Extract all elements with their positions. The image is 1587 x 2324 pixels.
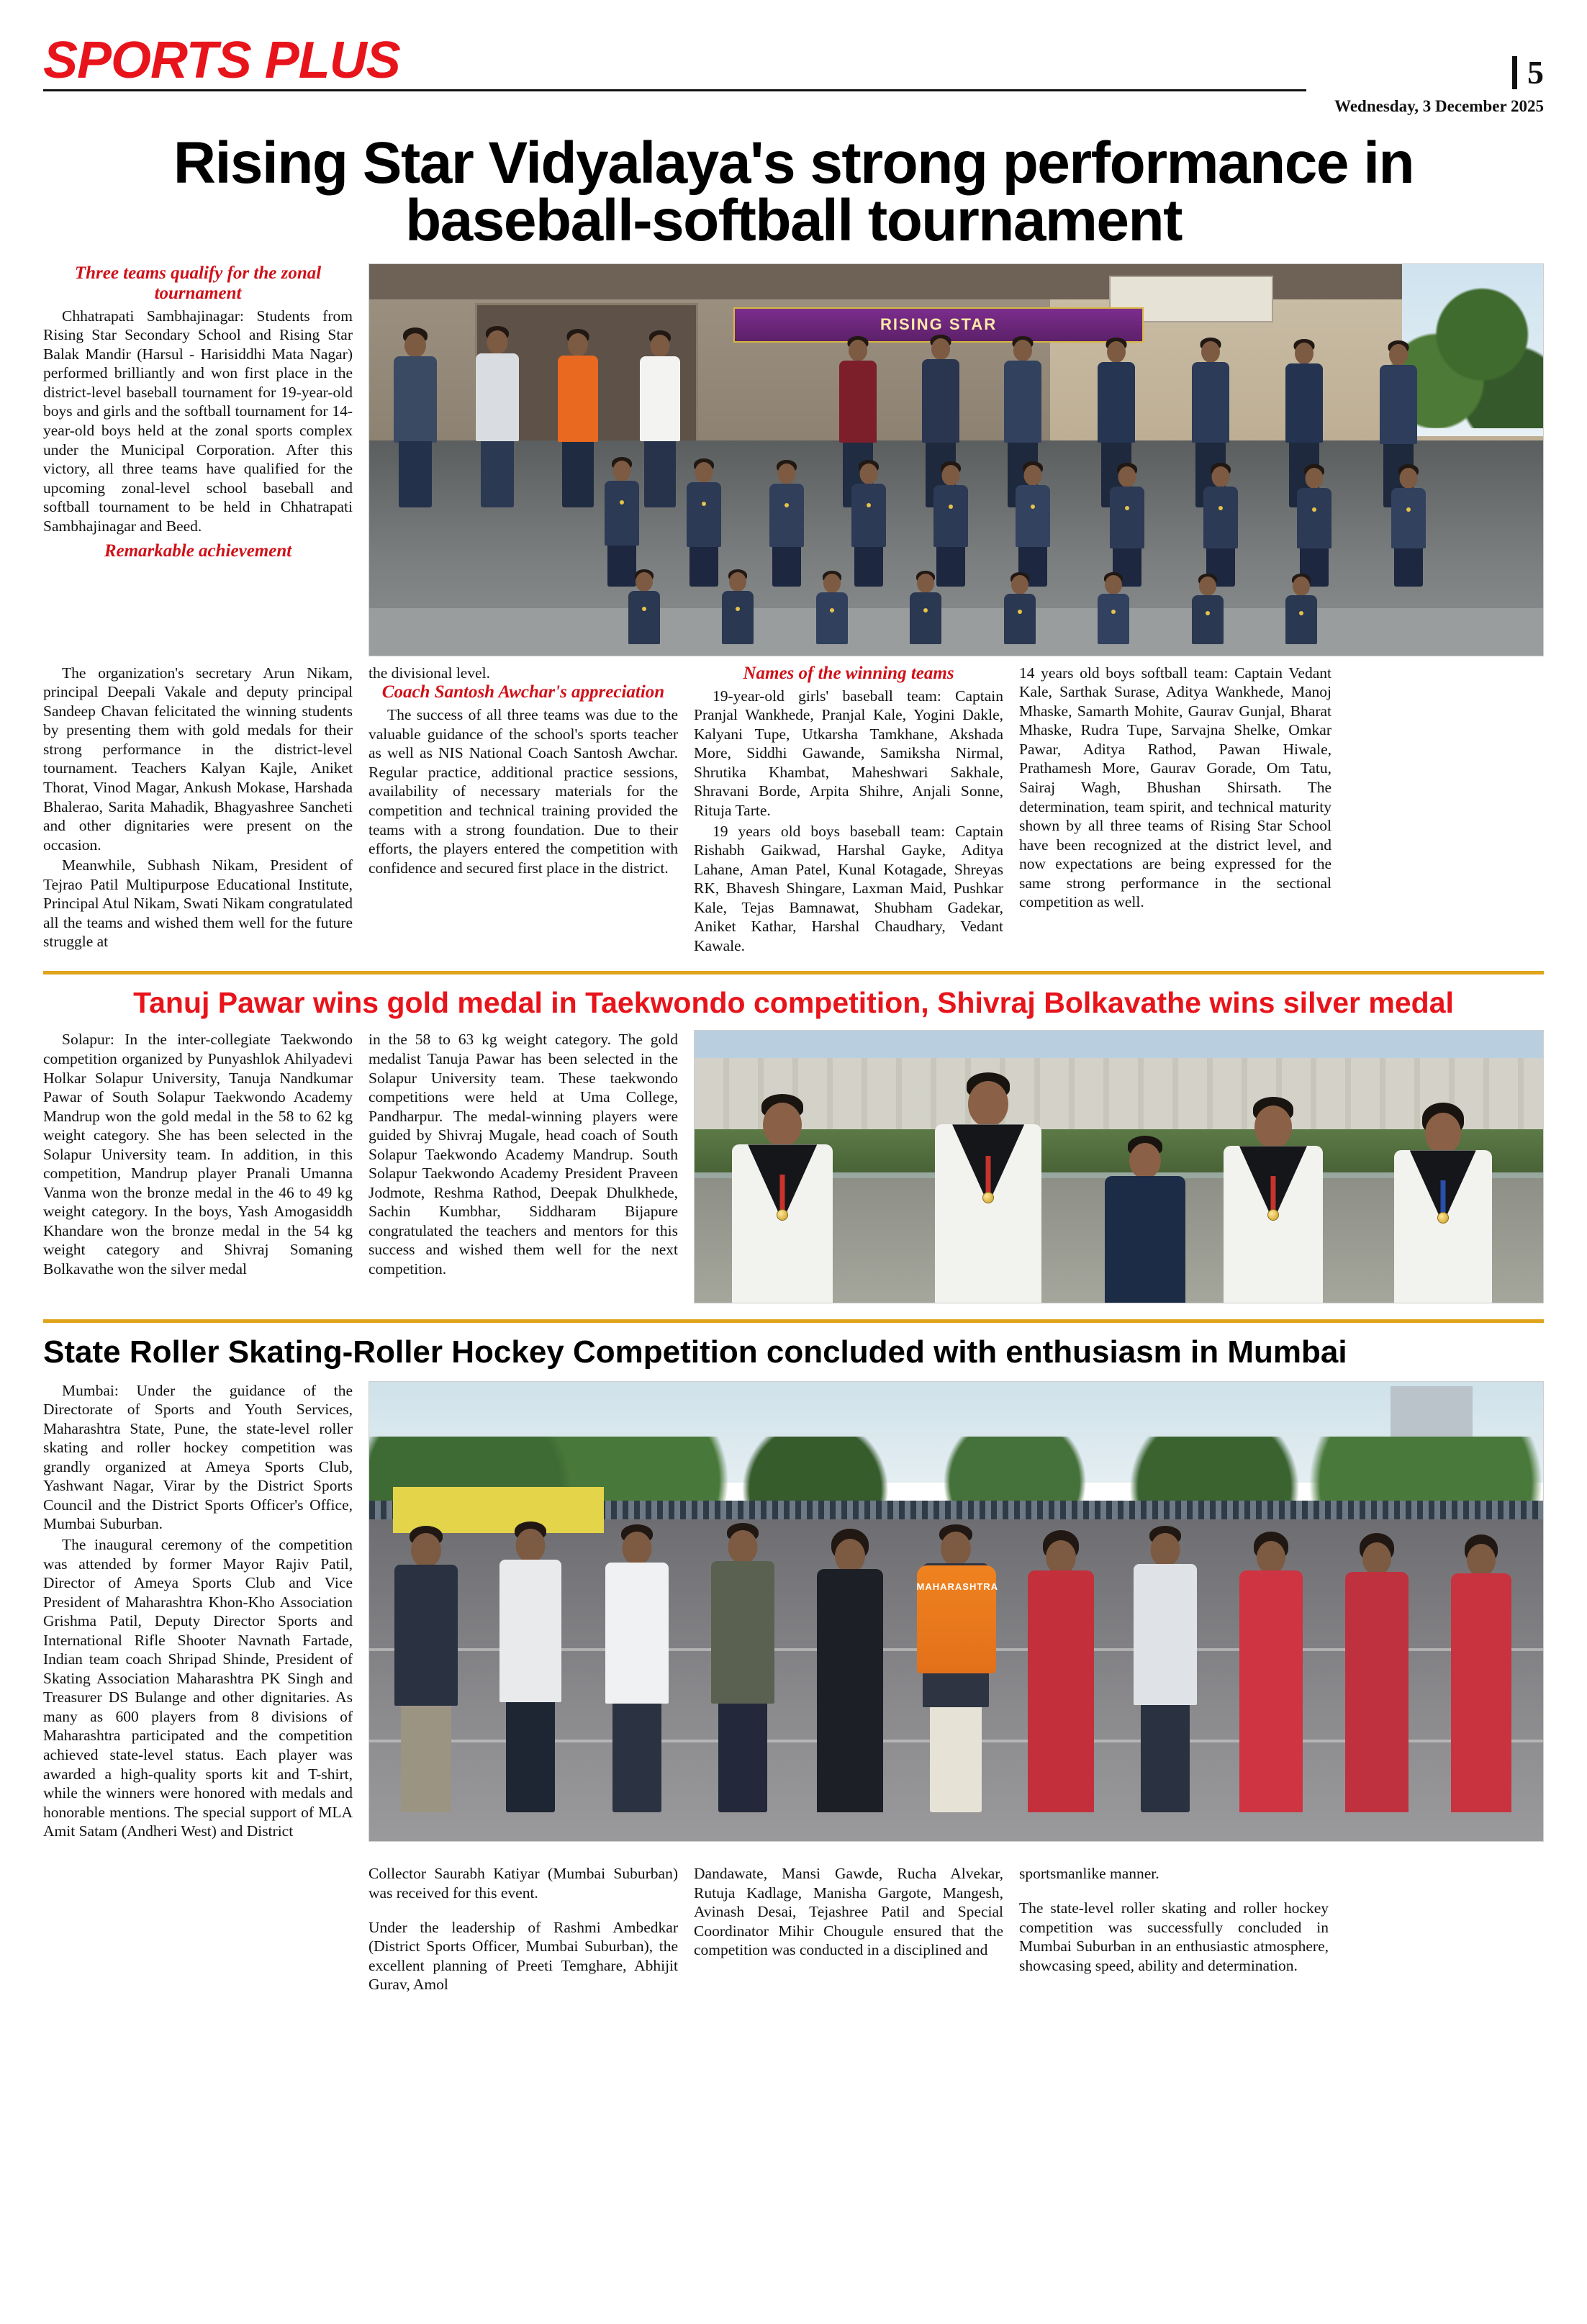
story1-top-block: [43, 263, 1544, 656]
story3-column-1: [43, 1381, 353, 2010]
story2-block: [43, 1030, 1544, 1303]
story1-column-a: [43, 664, 353, 956]
story2-headline: Tanuj Pawar wins gold medal in Taekwondo competition, Shivraj Bolkavathe wins silver medal: [133, 986, 1454, 1020]
story1-column-d: [1019, 664, 1331, 956]
story1-photo-group-teams: [369, 263, 1544, 656]
story1-body-1: Chhatrapati Sambhajinagar: Students from Rising Star Secondary School and Rising Star Balak Mandir (Harsul - Harisiddhi Mata Nagar) performed brilliantly and won first place in the district-level baseball tournament for 19-year-old boys and girls and the softball tournament for 14-year-old boys held at the zonal sports complex under the Municipal Corporation. After this victory, all three teams have qualified for the upcoming zonal-level school baseball and softball tournament to be held in Chhatrapati Sambhajinagar and Beed.: [43, 307, 353, 535]
story1-body-3-lead: the divisional level.: [369, 664, 490, 682]
story3-body-1: Mumbai: Under the guidance of the Directorate of Sports and Youth Services, Maharashtra State, Pune, the state-level roller skating and roller hockey competition was grandly organized at Ameya Sports Club, Yashwant Nagar, Virar by the District Sports Council and the District Sports Officer's Office, Mumbai Suburban. The inaugural ceremony of the competition was attended by former Mayor Rajiv Patil, Director of Ameya Sports Club and Vice President of Maharashtra Khon-Kho Association Grishma Patil, Deputy Director Sports and International Rifle Shooter Navnath Fartade, Indian team coach Shripad Shinde, President of Skating Association Maharashtra PK Singh and Treasurer DS Bulange and other dignitaries. As many as 600 players from 8 divisions of Maharashtra participated and the competition achieved state-level status. Each player was awarded a high-quality sports kit and T-shirt, while the winners were honored with medals and honorable mentions. The special support of MLA Amit Satam (Andheri West) and District: [43, 1381, 353, 1840]
section-divider-1: [43, 971, 1544, 975]
page-number-bar-icon: [1512, 56, 1517, 89]
story1-headline: Rising Star Vidyalaya's strong performance in baseball-softball tournament: [173, 130, 1414, 254]
photo-jersey-text: MAHARASHTRA: [916, 1581, 999, 1592]
story1-body-4: The success of all three teams was due to the valuable guidance of the school's sports teacher as well as NIS National Coach Santosh Awchar. Regular practice, additional practice sessions, availability of necessary materials for the competition and technical training provided the teams with a strong foundation. Due to their efforts, the players entered the competition with confidence and secured first place in the district.: [369, 706, 678, 877]
masthead: [43, 32, 1544, 91]
story1-body-5: 19-year-old girls' baseball team: Captain Pranjal Wankhede, Pranjal Kale, Yogini Dakle, Kalyani Tupe, Utkarsha Tamkhane, Akshada More, Siddhi Gawande, Samiksha Nirmal, Shrutika Khambat, Maheshwari Sakhale, Shravani Borde, Arpita Shihre, Anjali Sonne, Rituja Tarte. 19 years old boys baseball team: Captain Rishabh Gaikwad, Harshal Gayke, Aditya Lahane, Aman Patel, Kunal Kotagade, Shreyas RK, Bhavesh Shingare, Laxman Maid, Pushkar Kale, Tejas Bamnawat, Shubham Gadekar, Aniket Kathar, Harshal Chaudhary, Vedant Kawale.: [694, 687, 1003, 954]
story1-column-b: [369, 664, 678, 956]
photo-jersey: [916, 1565, 999, 1673]
story1-body-7: 14 years old boys softball team: Captain Vedant Kale, Sarthak Surase, Aditya Wankhede, Manoj Mhaske, Samarth Mohite, Gaurav Gunjal, Bharat Mhaske, Rudra Tupe, Sarvajna Shelke, Omkar Pawar, Aditya Rathod, Pawan Hiwale, Prathamesh More, Gaurav Gorade, Om Tatu, Sairaj Wagh, Bhushan Shirsath. The determination, team spirit, and technical maturity shown by all three teams of Rising Star School have been recognized at the district level, and now expectations are being expressed for the same strong performance in the sectional competition as well.: [1019, 664, 1331, 911]
story1-column-c: [694, 664, 1003, 956]
story3-body-4: Dandawate, Mansi Gawde, Rucha Alvekar, Rutuja Kadlage, Manisha Gargote, Mangesh, Avinash Desai, Tejashree Patil and Special Coordinator Mihir Chougule ensured that the competition was conducted in a disciplined and: [694, 1865, 1003, 1959]
story1-subhead-4: Names of the winning teams: [743, 663, 954, 683]
story2-column-1: [43, 1030, 353, 1303]
story2-body-2: in the 58 to 63 kg weight category. The gold medalist Tanuja Pawar has been selected in the Solapur University team. These taekwondo competitions were held at Uma College, Pandharpur. The medal-winning players were guided by Shivraj Mugale, head coach of South Solapur Taekwondo Academy Mandrup. South Solapur Taekwondo Academy President Praveen Jodmote, Reshma Rathod, Deepak Dhulkhede, Sachin Kumbhar, Siddharam Bijapure congratulated the teachers and mentors for this success and wished them well for the next competition.: [369, 1031, 678, 1278]
story1-subhead-3: Coach Santosh Awchar's appreciation: [381, 682, 665, 702]
story1-subhead-2: Remarkable achievement: [104, 541, 292, 561]
story2-body-1: Solapur: In the inter-collegiate Taekwondo competition organized by Punyashlok Ahilyadevi Holkar Solapur University, Tanuja Nandkumar Pawar of South Solapur Taekwondo Academy Mandrup won the gold medal in the 58 to 62 kg weight category. She has been selected in the Solapur University team. In addition, in this competition, Mandrup player Pranali Umanna Vanma won the bronze medal in the 46 to 49 kg weight category. In the boys, Yash Amogasiddh Khandare won the bronze medal in the 54 kg weight category and Shivraj Somaning Bolkavathe won the silver medal: [43, 1031, 353, 1278]
story3-column-4: [1019, 1849, 1329, 2010]
story3-photo-felicitation: [369, 1381, 1544, 1842]
story3-body-3: Collector Saurabh Katiyar (Mumbai Suburban) was received for this event. Under the leadership of Rashmi Ambedkar (District Sports Officer, Mumbai Suburban), the excellent planning of Preeti Temghare, Abhijit Gurav, Amol: [369, 1865, 678, 1994]
page-number-group: [1512, 56, 1544, 89]
section-divider-2: [43, 1319, 1544, 1323]
story1-body-2: The organization's secretary Arun Nikam, principal Deepali Vakale and deputy principal Sandeep Chavan felicitated the winning students by presenting them with gold medals for their strong performance in the district-level tournament. Teachers Kalyan Kajle, Aniket Thorat, Vinod Magar, Ankush Mokase, Harshada Bhalerao, Sarita Mahadik, Bhagyashree Sancheti and other dignitaries were present on the occasion. Meanwhile, Subhash Nikam, President of Tejrao Patil Multipurpose Educational Institute, Principal Atul Nikam, Swati Nikam congratulated all the teams and wished them well for the future struggle at: [43, 664, 353, 951]
story3-column-2: [369, 1849, 678, 2010]
photo-crowd-row-front: [369, 558, 1543, 644]
masthead-date: Wednesday, 3 December 2025: [1334, 97, 1544, 115]
story1-bottom-block: [43, 664, 1544, 956]
story3-under-photo-columns: [369, 1849, 1544, 2010]
masthead-right: [1512, 56, 1544, 89]
story2-photo-taekwondo-medalists: [694, 1030, 1544, 1303]
page-number: 5: [1527, 54, 1544, 91]
story1-subhead-1: Three teams qualify for the zonal tournament: [74, 263, 322, 303]
story3-headline: State Roller Skating-Roller Hockey Competition concluded with enthusiasm in Mumbai: [43, 1334, 1347, 1370]
story3-column-3: [694, 1849, 1003, 2010]
story3-body-5: sportsmanlike manner. The state-level roller skating and roller hockey competition was successfully concluded in Mumbai Suburban in an enthusiastic atmosphere, showcasing speed, ability and determination.: [1019, 1865, 1329, 1974]
story1-column-1: [43, 263, 353, 656]
story2-column-2: [369, 1030, 678, 1303]
story3-right-block: [369, 1381, 1544, 2010]
masthead-title: SPORTS PLUS: [43, 32, 400, 89]
photo-banner-text: RISING STAR: [880, 315, 998, 334]
story3-block: [43, 1381, 1544, 2010]
